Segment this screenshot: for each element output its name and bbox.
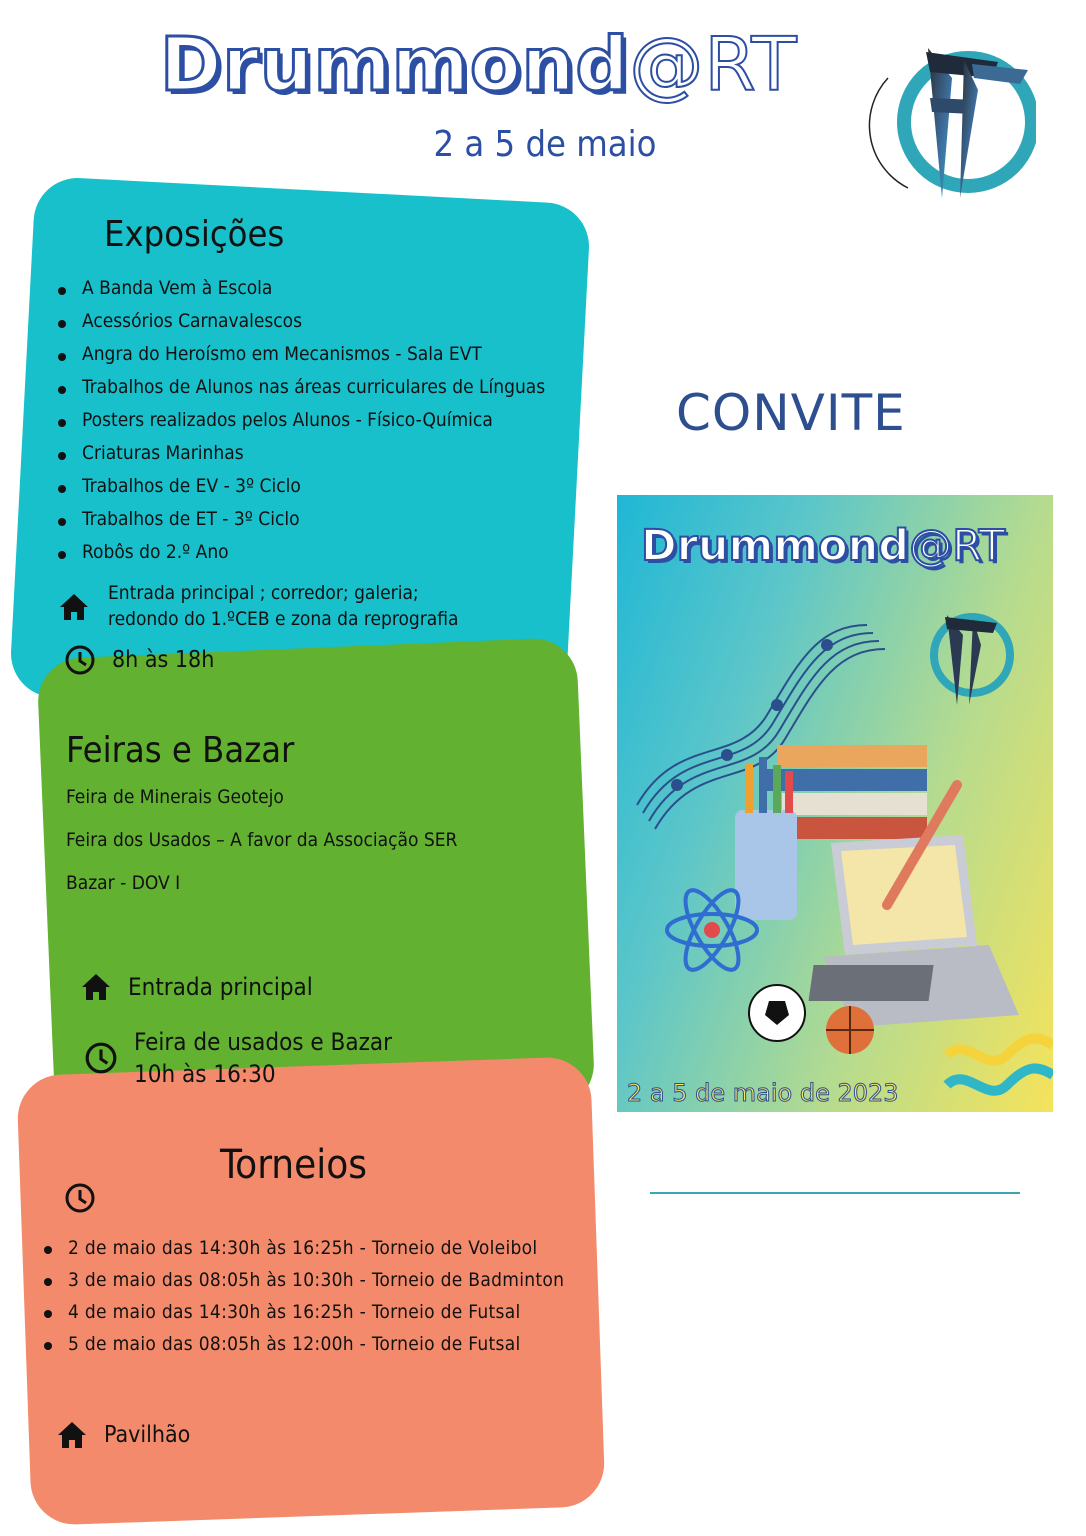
list-item: Bazar - DOV I [66,872,181,894]
list-item: Feira de Minerais Geotejo [66,786,284,808]
divider-line [650,1192,1020,1194]
list-item: Feira dos Usados – A favor da Associação SER [66,829,458,851]
list-item: Angra do Heroísmo em Mecanismos - Sala EVT [56,340,545,373]
poster-title-suffix: @RT [909,521,1006,571]
exposicoes-list [56,274,545,571]
poster-date: 2 a 5 de maio de 2023 [627,1079,899,1107]
clock-icon [84,1041,118,1075]
list-item: Posters realizados pelos Alunos - Físico-Química [56,406,545,439]
list-item: Acessórios Carnavalescos [56,307,545,340]
feiras-location-text: Entrada principal [128,973,313,1001]
home-icon [58,592,90,622]
list-item: Robôs do 2.º Ano [56,538,545,571]
exposicoes-location-line1: Entrada principal ; corredor; galeria; [108,582,419,604]
list-item: Trabalhos de ET - 3º Ciclo [56,505,545,538]
home-icon [56,1420,88,1450]
exposicoes-location-line2: redondo do 1.ºCEB e zona da reprografia [108,608,459,630]
clock-icon [64,1182,96,1214]
event-title-suffix: @RT [629,22,798,108]
list-item: 3 de maio das 08:05h às 10:30h - Torneio de Badminton [42,1266,564,1298]
list-item: A Banda Vem à Escola [56,274,545,307]
event-title [160,20,798,110]
feiras-time [84,1026,392,1090]
exposicoes-heading: Exposições [104,214,285,255]
event-title-main: Drummond [160,22,630,108]
clock-icon [64,644,96,676]
torneios-list [42,1234,564,1362]
list-item: Trabalhos de Alunos nas áreas curriculares de Línguas [56,373,545,406]
school-logo-ff-icon [868,38,1036,210]
torneios-location-text: Pavilhão [104,1422,191,1448]
exposicoes-time-text: 8h às 18h [112,647,215,673]
poster-title [641,521,1005,571]
exposicoes-time [64,644,214,676]
event-dates: 2 a 5 de maio [433,124,657,165]
list-item: 5 de maio das 08:05h às 12:00h - Torneio de Futsal [42,1330,564,1362]
home-icon [80,972,112,1002]
poster-title-main: Drummond [641,521,910,571]
list-item: Criaturas Marinhas [56,439,545,472]
poster-illustration-icon [617,585,1053,1112]
poster-image [617,495,1053,1112]
feiras-time-line2: 10h às 16:30 [134,1060,276,1088]
list-item: Trabalhos de EV - 3º Ciclo [56,472,545,505]
torneios-location [56,1420,190,1450]
list-item: 4 de maio das 14:30h às 16:25h - Torneio de Futsal [42,1298,564,1330]
feiras-location [80,972,313,1002]
feiras-heading: Feiras e Bazar [66,730,295,771]
torneios-heading: Torneios [220,1142,367,1188]
list-item: 2 de maio das 14:30h às 16:25h - Torneio de Voleibol [42,1234,564,1266]
feiras-time-line1: Feira de usados e Bazar [134,1028,393,1056]
convite-label: CONVITE [676,384,906,442]
